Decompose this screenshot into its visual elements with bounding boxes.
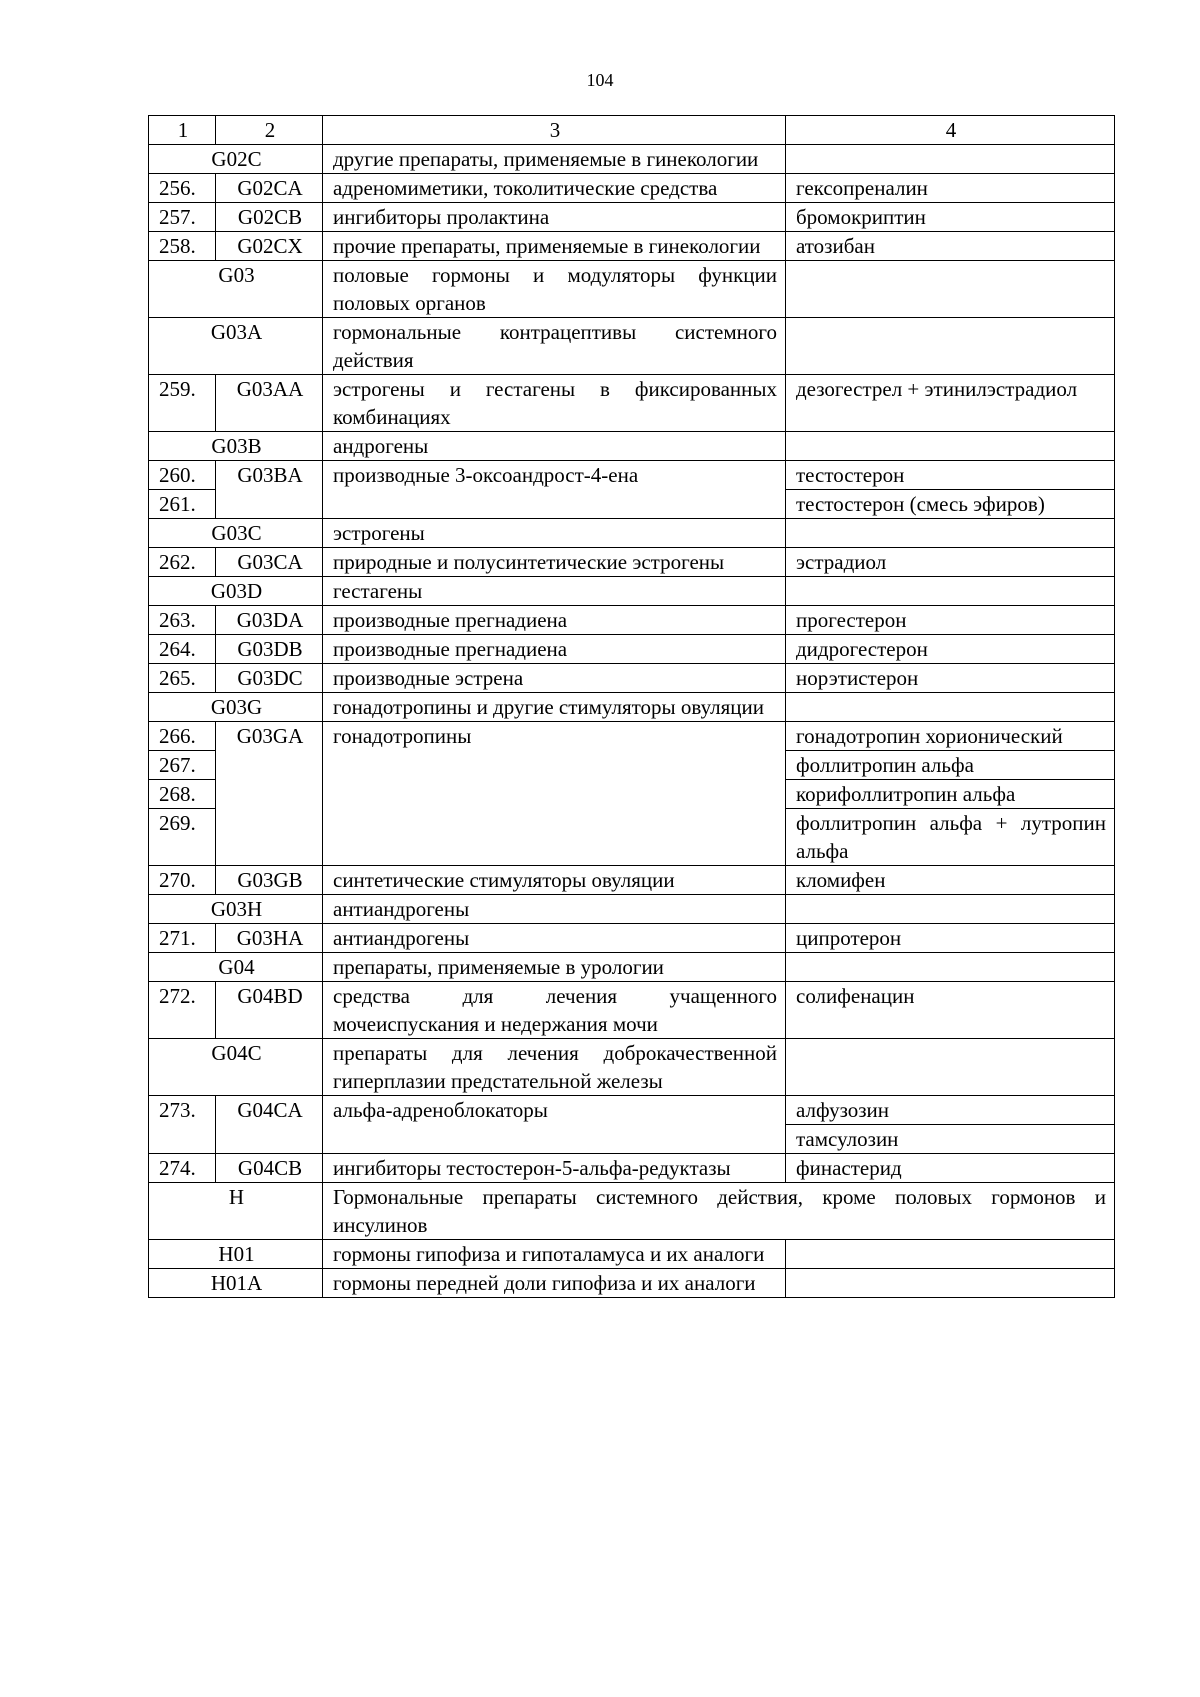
row-number: 256. bbox=[149, 174, 216, 203]
group-description: гормоны передней доли гипофиза и их аналоги bbox=[323, 1269, 786, 1298]
drug-name: эстрадиол bbox=[786, 548, 1115, 577]
group-description: прочие препараты, применяемые в гинекологии bbox=[323, 232, 786, 261]
group-description: альфа-адреноблокаторы bbox=[323, 1096, 786, 1154]
drug-name: бромокриптин bbox=[786, 203, 1115, 232]
drug-cell bbox=[786, 318, 1115, 375]
table-row bbox=[149, 664, 1115, 693]
group-row bbox=[149, 145, 1115, 174]
group-code: G03G bbox=[149, 693, 323, 722]
table-row bbox=[149, 606, 1115, 635]
group-description: производные прегнадиена bbox=[323, 606, 786, 635]
atc-code: G03DC bbox=[216, 664, 323, 693]
group-code: G03B bbox=[149, 432, 323, 461]
drug-cell bbox=[786, 953, 1115, 982]
group-code: G03C bbox=[149, 519, 323, 548]
group-code: G03D bbox=[149, 577, 323, 606]
drug-cell bbox=[786, 261, 1115, 318]
group-row bbox=[149, 519, 1115, 548]
group-row bbox=[149, 432, 1115, 461]
row-number: 259. bbox=[149, 375, 216, 432]
table-row bbox=[149, 924, 1115, 953]
group-row bbox=[149, 1039, 1115, 1096]
group-row bbox=[149, 953, 1115, 982]
drug-cell bbox=[786, 519, 1115, 548]
table-row bbox=[149, 722, 1115, 751]
table-row bbox=[149, 461, 1115, 490]
drug-name: алфузозин bbox=[786, 1096, 1115, 1125]
atc-code: G03GA bbox=[216, 722, 323, 866]
group-description: производные прегнадиена bbox=[323, 635, 786, 664]
group-description: ингибиторы пролактина bbox=[323, 203, 786, 232]
group-description: производные 3-оксоандрост-4-ена bbox=[323, 461, 786, 519]
atc-code: G02CB bbox=[216, 203, 323, 232]
drug-name: гексопреналин bbox=[786, 174, 1115, 203]
group-row bbox=[149, 577, 1115, 606]
section-code: H bbox=[149, 1183, 323, 1240]
group-description: производные эстрена bbox=[323, 664, 786, 693]
drug-name: фоллитропин альфа + лутропин альфа bbox=[786, 809, 1115, 866]
column-header-2: 2 bbox=[216, 116, 323, 145]
drug-name: прогестерон bbox=[786, 606, 1115, 635]
group-description: ингибиторы тестостерон-5-альфа-редуктазы bbox=[323, 1154, 786, 1183]
row-number: 268. bbox=[149, 780, 216, 809]
atc-code: G03CA bbox=[216, 548, 323, 577]
table-row bbox=[149, 174, 1115, 203]
drug-name: тамсулозин bbox=[786, 1125, 1115, 1154]
drug-name: атозибан bbox=[786, 232, 1115, 261]
row-number: 261. bbox=[149, 490, 216, 519]
group-row bbox=[149, 1269, 1115, 1298]
drug-cell bbox=[786, 1269, 1115, 1298]
group-row bbox=[149, 261, 1115, 318]
table-row bbox=[149, 866, 1115, 895]
group-description: гормоны гипофиза и гипоталамуса и их аналоги bbox=[323, 1240, 786, 1269]
row-number: 264. bbox=[149, 635, 216, 664]
drug-name: дезогестрел + этинилэстрадиол bbox=[786, 375, 1115, 432]
drug-name: финастерид bbox=[786, 1154, 1115, 1183]
column-header-4: 4 bbox=[786, 116, 1115, 145]
group-description: андрогены bbox=[323, 432, 786, 461]
group-code: G04 bbox=[149, 953, 323, 982]
table-row bbox=[149, 548, 1115, 577]
table-row bbox=[149, 203, 1115, 232]
table-row bbox=[149, 1096, 1115, 1125]
atc-code: G03DB bbox=[216, 635, 323, 664]
group-code: G04C bbox=[149, 1039, 323, 1096]
drug-name: норэтистерон bbox=[786, 664, 1115, 693]
atc-code: G03BA bbox=[216, 461, 323, 519]
column-header-3: 3 bbox=[323, 116, 786, 145]
section-row bbox=[149, 1183, 1115, 1240]
group-description: антиандрогены bbox=[323, 924, 786, 953]
row-number: 258. bbox=[149, 232, 216, 261]
drug-cell bbox=[786, 145, 1115, 174]
group-description: средства для лечения учащенного мочеиспускания и недержания мочи bbox=[323, 982, 786, 1039]
row-number: 265. bbox=[149, 664, 216, 693]
row-number: 271. bbox=[149, 924, 216, 953]
group-description: природные и полусинтетические эстрогены bbox=[323, 548, 786, 577]
group-code: H01A bbox=[149, 1269, 323, 1298]
group-description: антиандрогены bbox=[323, 895, 786, 924]
drug-name: гонадотропин хорионический bbox=[786, 722, 1115, 751]
group-description: эстрогены и гестагены в фиксированных комбинациях bbox=[323, 375, 786, 432]
drug-name: дидрогестерон bbox=[786, 635, 1115, 664]
drug-name: корифоллитропин альфа bbox=[786, 780, 1115, 809]
row-number: 267. bbox=[149, 751, 216, 780]
group-row bbox=[149, 693, 1115, 722]
row-number: 270. bbox=[149, 866, 216, 895]
row-number: 269. bbox=[149, 809, 216, 866]
group-row bbox=[149, 318, 1115, 375]
atc-code: G03DA bbox=[216, 606, 323, 635]
drug-name: тестостерон (смесь эфиров) bbox=[786, 490, 1115, 519]
table-header-row bbox=[149, 116, 1115, 145]
atc-code: G03GB bbox=[216, 866, 323, 895]
drug-name: тестостерон bbox=[786, 461, 1115, 490]
atc-code: G04CB bbox=[216, 1154, 323, 1183]
section-description: Гормональные препараты системного действия, кроме половых гормонов и инсулинов bbox=[323, 1183, 1115, 1240]
group-description: гестагены bbox=[323, 577, 786, 606]
drug-cell bbox=[786, 432, 1115, 461]
row-number: 263. bbox=[149, 606, 216, 635]
drug-cell bbox=[786, 1240, 1115, 1269]
row-number: 262. bbox=[149, 548, 216, 577]
drug-name: солифенацин bbox=[786, 982, 1115, 1039]
atc-code: G02CX bbox=[216, 232, 323, 261]
group-description: половые гормоны и модуляторы функции половых органов bbox=[323, 261, 786, 318]
group-code: G03 bbox=[149, 261, 323, 318]
drug-cell bbox=[786, 577, 1115, 606]
group-description: адреномиметики, токолитические средства bbox=[323, 174, 786, 203]
group-row bbox=[149, 1240, 1115, 1269]
table-row bbox=[149, 375, 1115, 432]
drug-cell bbox=[786, 895, 1115, 924]
atc-code: G02CA bbox=[216, 174, 323, 203]
group-description: другие препараты, применяемые в гинекологии bbox=[323, 145, 786, 174]
row-number: 272. bbox=[149, 982, 216, 1039]
page-number: 104 bbox=[586, 70, 614, 90]
group-code: G02C bbox=[149, 145, 323, 174]
row-number: 274. bbox=[149, 1154, 216, 1183]
table-row bbox=[149, 982, 1115, 1039]
drug-cell bbox=[786, 1039, 1115, 1096]
group-code: G03A bbox=[149, 318, 323, 375]
drug-name: фоллитропин альфа bbox=[786, 751, 1115, 780]
row-number: 266. bbox=[149, 722, 216, 751]
atc-code: G04CA bbox=[216, 1096, 323, 1154]
group-row bbox=[149, 895, 1115, 924]
group-description: синтетические стимуляторы овуляции bbox=[323, 866, 786, 895]
table-row bbox=[149, 1154, 1115, 1183]
group-code: H01 bbox=[149, 1240, 323, 1269]
atc-code: G03HA bbox=[216, 924, 323, 953]
row-number: 257. bbox=[149, 203, 216, 232]
group-description: гонадотропины bbox=[323, 722, 786, 866]
group-description: препараты, применяемые в урологии bbox=[323, 953, 786, 982]
row-number: 260. bbox=[149, 461, 216, 490]
group-description: препараты для лечения доброкачественной гиперплазии предстательной железы bbox=[323, 1039, 786, 1096]
group-description: гонадотропины и другие стимуляторы овуляции bbox=[323, 693, 786, 722]
atc-code: G03AA bbox=[216, 375, 323, 432]
drug-classification-table bbox=[148, 115, 1115, 1298]
atc-code: G04BD bbox=[216, 982, 323, 1039]
group-description: эстрогены bbox=[323, 519, 786, 548]
row-number: 273. bbox=[149, 1096, 216, 1154]
group-description: гормональные контрацептивы системного действия bbox=[323, 318, 786, 375]
column-header-1: 1 bbox=[149, 116, 216, 145]
table-row bbox=[149, 232, 1115, 261]
drug-cell bbox=[786, 693, 1115, 722]
group-code: G03H bbox=[149, 895, 323, 924]
drug-name: кломифен bbox=[786, 866, 1115, 895]
drug-name: ципротерон bbox=[786, 924, 1115, 953]
table-row bbox=[149, 635, 1115, 664]
